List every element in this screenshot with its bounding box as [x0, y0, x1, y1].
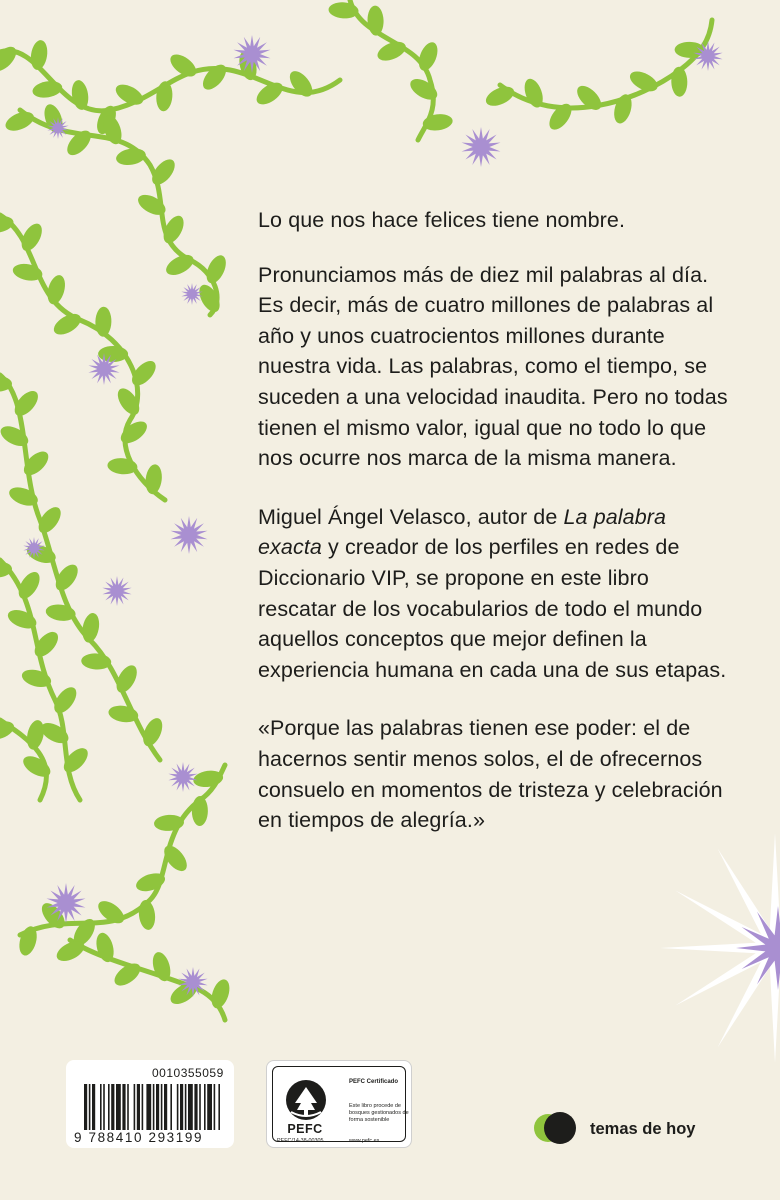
barcode-bar	[177, 1084, 179, 1130]
barcode-bar	[142, 1084, 144, 1130]
leaf-icon	[155, 81, 173, 112]
barcode-bar	[127, 1084, 129, 1130]
barcode-bar	[185, 1084, 187, 1130]
leaf-icon	[137, 899, 156, 931]
leaf-icon	[0, 214, 15, 235]
barcode-bar	[153, 1084, 155, 1130]
leaf-icon	[117, 417, 151, 447]
pefc-description: Este libro procede de bosques gestionados de forma sostenible	[349, 1103, 409, 1123]
leaf-icon	[98, 346, 128, 362]
tagline: Lo que nos hace felices tiene nombre.	[258, 208, 626, 232]
leaf-icon	[107, 457, 138, 475]
barcode-bar	[146, 1084, 151, 1130]
barcode-bar	[164, 1084, 167, 1130]
leaf-icon	[192, 796, 208, 826]
leaf-icon	[328, 1, 359, 19]
previous-book-title: La palabra exacta	[258, 504, 667, 560]
isbn-barcode	[66, 1060, 234, 1148]
blurb	[258, 205, 728, 864]
leaf-icon	[115, 146, 147, 167]
barcode-bars	[84, 1084, 224, 1132]
leaf-icon	[31, 79, 63, 100]
flower-icon	[181, 283, 202, 305]
barcode-bar	[180, 1084, 183, 1130]
leaf-icon	[144, 463, 163, 495]
blurb-paragraph-2	[258, 502, 728, 686]
leaf-icon	[29, 39, 49, 71]
flower-icon	[234, 35, 271, 73]
leaf-icon	[24, 718, 46, 751]
vine-stem	[350, 0, 433, 140]
barcode-bar	[108, 1084, 110, 1130]
barcode-bar	[194, 1084, 197, 1130]
pefc-code: PEFC/14-38-00305	[277, 1138, 324, 1144]
author-description: y creador de los perfiles en redes de Diccionario VIP, se propone en este libro rescatar de los vocabularios de todo el mundo aquellos conceptos que mejor definen la experiencia humana en cada una de sus etapas.	[258, 535, 727, 682]
pefc-tree-logo-icon	[285, 1079, 327, 1121]
flower-icon	[102, 576, 131, 606]
barcode-bar	[156, 1084, 159, 1130]
leaf-icon	[95, 306, 112, 336]
barcode-bar	[100, 1084, 102, 1130]
barcode-bar	[188, 1084, 193, 1130]
barcode-bar	[89, 1084, 91, 1130]
barcode-bar	[103, 1084, 105, 1130]
barcode-bar	[170, 1084, 172, 1130]
publisher-logo	[534, 1112, 724, 1152]
leaf-icon	[367, 5, 384, 36]
barcode-bar	[116, 1084, 121, 1130]
pefc-url: www.pefc.es	[349, 1138, 380, 1144]
barcode-bar	[137, 1084, 140, 1130]
barcode-bar	[207, 1084, 212, 1130]
barcode-bar	[199, 1084, 201, 1130]
leaf-icon	[0, 43, 20, 76]
leaf-icon	[199, 61, 231, 94]
leaf-icon	[671, 66, 688, 96]
barcode-bar	[84, 1084, 87, 1130]
internal-code: 0010355059	[152, 1066, 224, 1080]
publisher-name: temas de hoy	[590, 1120, 696, 1138]
leaf-icon	[415, 40, 441, 74]
leaf-icon	[80, 612, 101, 644]
pefc-certified-label: PEFC Certificado	[349, 1079, 399, 1085]
barcode-bar	[204, 1084, 206, 1130]
barcode-bar	[111, 1084, 114, 1130]
leaf-icon	[286, 67, 317, 100]
flower-icon	[462, 127, 501, 167]
leaf-icon	[81, 653, 112, 671]
author-intro: Miguel Ángel Velasco, autor de	[258, 504, 564, 529]
pefc-certification	[266, 1060, 412, 1148]
leaf-icon	[154, 814, 185, 832]
publisher-black-dot-icon	[544, 1112, 576, 1144]
barcode-bar	[161, 1084, 163, 1130]
barcode-bar	[122, 1084, 125, 1130]
flower-icon	[171, 516, 208, 554]
barcode-bar	[92, 1084, 95, 1130]
barcode-bar	[218, 1084, 220, 1130]
pefc-wordmark: PEFC	[287, 1122, 323, 1136]
flower-icon	[168, 762, 197, 792]
isbn-number: 9 788410 293199	[74, 1130, 204, 1145]
blurb-paragraph-1: Pronunciamos más de diez mil palabras al día. Es decir, más de cuatro millones de palabras al año y unos cuatrocientos millones durante nuestra vida. Las palabras, como el tiempo, se suceden a una velocidad inaudita. Pero no todas tienen el mismo valor, igual que no todo lo que nos ocurre nos marca de la misma manera.	[258, 262, 728, 471]
leaf-icon	[208, 977, 233, 1011]
pefc-label-frame	[272, 1066, 409, 1144]
barcode-bar	[214, 1084, 216, 1130]
closing-quote: «Porque las palabras tienen ese poder: el de hacernos sentir menos solos, el de ofrecernos consuelo en momentos de tristeza y celebración en tiempos de alegría.»	[258, 716, 723, 833]
barcode-bar	[134, 1084, 136, 1130]
